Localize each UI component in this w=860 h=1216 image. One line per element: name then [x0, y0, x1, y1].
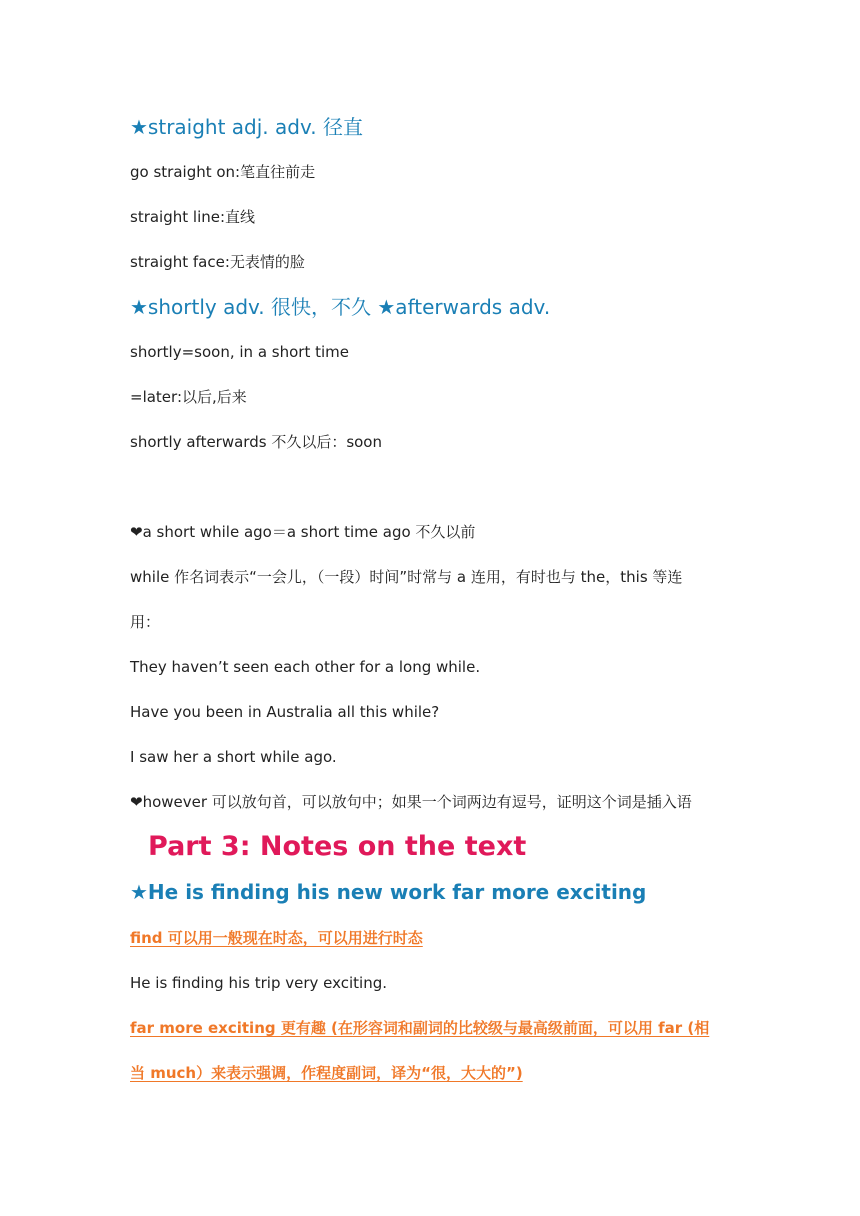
find-example: He is finding his trip very exciting.	[130, 974, 387, 992]
part3-title: Part 3: Notes on the text	[148, 831, 527, 862]
straight-line-2: straight line:直线	[130, 208, 256, 226]
heading-straight: ★straight adj. adv. 径直	[130, 115, 363, 139]
while-example-2: Have you been in Australia all this while?	[130, 703, 440, 721]
far-more-note-1: far more exciting 更有趣 (在形容词和副词的比较级与最高级前面，可以用 far (相	[130, 1019, 710, 1037]
while-explain-2: 用：	[130, 613, 161, 631]
while-heading: ❤a short while ago＝a short time ago 不久以前	[130, 523, 476, 541]
shortly-line-3: shortly afterwards 不久以后：soon	[130, 433, 382, 451]
shortly-line-2: =later:以后,后来	[130, 388, 247, 406]
however-note: ❤however 可以放句首，可以放句中；如果一个词两边有逗号，证明这个词是插入语	[130, 793, 692, 811]
while-example-3: I saw her a short while ago.	[130, 748, 337, 766]
shortly-line-1: shortly=soon, in a short time	[130, 343, 349, 361]
straight-line-3: straight face:无表情的脸	[130, 253, 305, 271]
while-example-1: They haven’t seen each other for a long while.	[130, 658, 481, 676]
part3-subheading: ★He is finding his new work far more exciting	[130, 880, 647, 904]
far-more-note-2: 当 much）来表示强调，作程度副词，译为“很，大大的”)	[130, 1064, 523, 1082]
heading-shortly: ★shortly adv. 很快，不久 ★afterwards adv.	[130, 295, 551, 319]
straight-line-1: go straight on:笔直往前走	[130, 163, 316, 181]
while-explain-1: while 作名词表示“一会儿，（一段）时间”时常与 a 连用，有时也与 the，this 等连	[130, 568, 683, 586]
find-note: find 可以用一般现在时态，可以用进行时态	[130, 929, 423, 947]
